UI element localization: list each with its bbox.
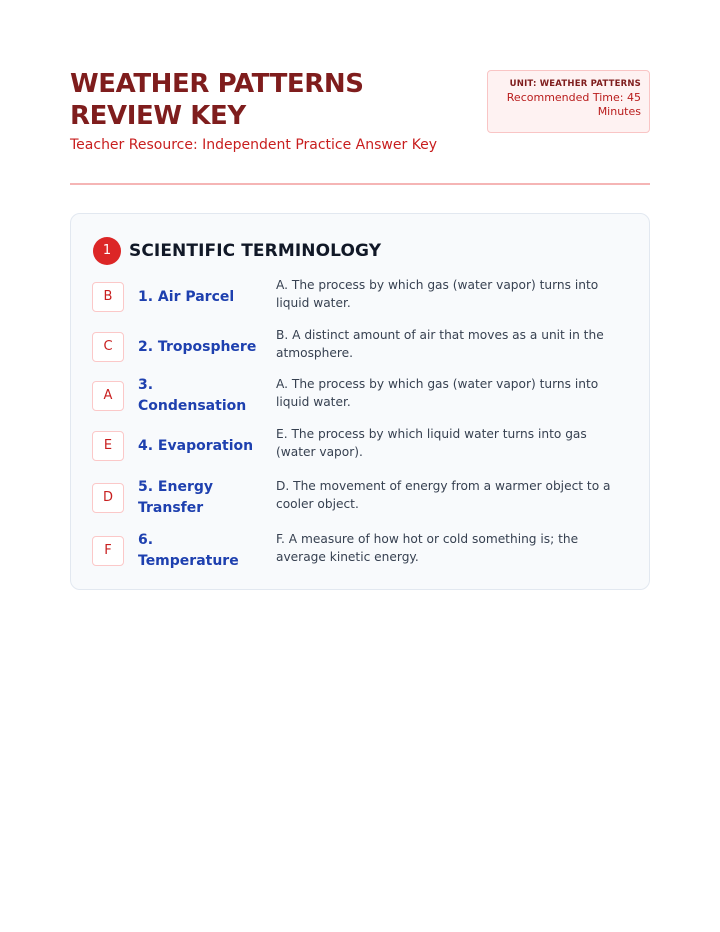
unit-info-box [487,70,650,133]
section-number-badge: 1 [93,237,121,265]
answer-letter-box: A [92,381,124,411]
terminology-section-card [70,213,650,590]
term-label: 2. Troposphere [138,338,257,355]
definition-text: F. A measure of how hot or cold something is; the average kinetic energy. [276,532,579,564]
matching-row [92,374,632,418]
page-subtitle: Teacher Resource: Independent Practice Answer Key [70,137,438,153]
term-label: 3. Condensation [138,377,247,414]
page-header [70,68,650,168]
section-header [93,236,381,266]
answer-letter-box: B [92,282,124,312]
answer-letter-box: D [92,483,124,513]
definition-text: D. The movement of energy from a warmer object to a cooler object. [276,479,611,511]
matching-row [92,529,632,573]
matching-row [92,476,632,520]
section-title: SCIENTIFIC TERMINOLOGY [129,241,382,261]
term-label: 6. Temperature [138,532,239,569]
term-label: 5. Energy Transfer [138,479,214,516]
definition-text: A. The process by which gas (water vapor) turns into liquid water. [276,377,599,409]
term-label: 4. Evaporation [138,437,254,454]
recommended-time: Recommended Time: 45 Minutes [506,91,641,118]
definition-text: B. A distinct amount of air that moves as a unit in the atmosphere. [276,328,604,360]
unit-label: UNIT: WEATHER PATTERNS [509,79,641,89]
answer-letter-box: F [92,536,124,566]
matching-row [92,275,632,319]
answer-letter-box: C [92,332,124,362]
page-title: WEATHER PATTERNS REVIEW KEY [70,69,364,131]
definition-text: E. The process by which liquid water turns into gas (water vapor). [276,427,587,459]
answer-letter-box: E [92,431,124,461]
matching-row [92,325,632,369]
header-divider [70,183,650,185]
definition-text: A. The process by which gas (water vapor) turns into liquid water. [276,278,599,310]
term-label: 1. Air Parcel [138,288,235,305]
matching-row [92,424,632,468]
